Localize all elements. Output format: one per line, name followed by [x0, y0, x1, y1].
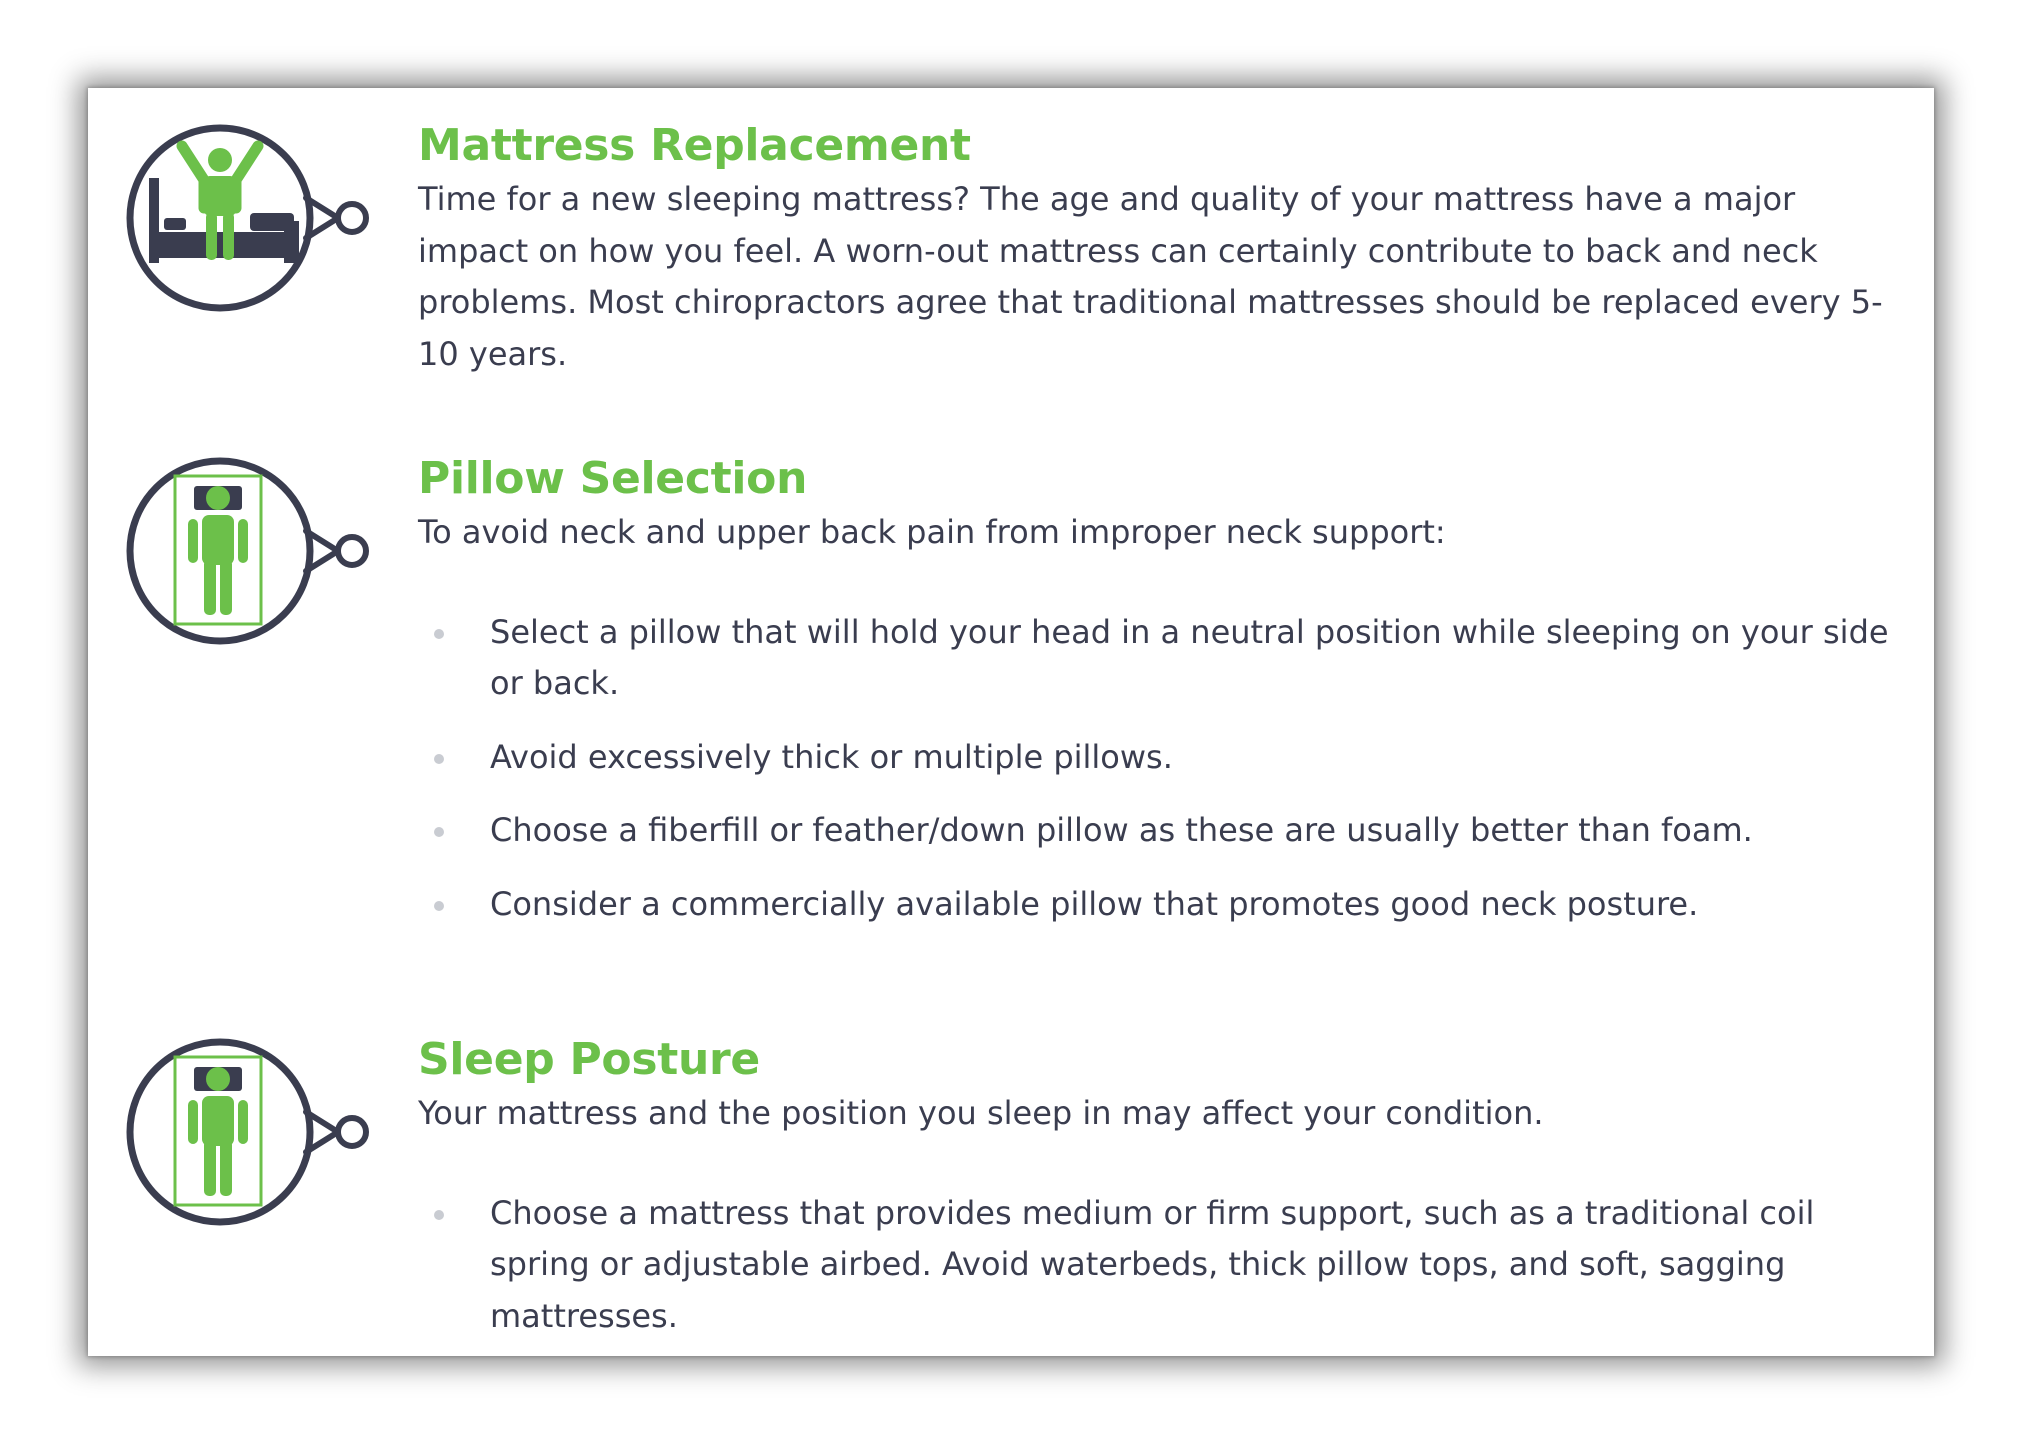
list-item-text: Choose a mattress that provides medium or firm support, such as a traditional coil spring or adjustable airbed. Avoid waterbeds, thick pillow tops, and soft, sagging mattresses.	[490, 1193, 1815, 1335]
person-getting-out-of-bed-icon	[124, 118, 394, 318]
bullet-dot	[434, 1210, 444, 1220]
section-title: Mattress Replacement	[418, 120, 971, 171]
person-lying-on-bed-icon	[124, 1032, 394, 1232]
list-item-text: Choose a fiberfill or feather/down pillow as these are usually better than foam.	[490, 811, 1753, 849]
list-item	[418, 879, 1914, 931]
list-item-text: Select a pillow that will hold your head in a neutral position while sleeping on your side or back.	[490, 612, 1889, 702]
section-body: To avoid neck and upper back pain from improper neck support:	[418, 513, 1446, 551]
bullet-dot	[434, 827, 444, 837]
bullet-dot	[434, 901, 444, 911]
section-body: Your mattress and the position you sleep in may affect your condition.	[418, 1094, 1544, 1132]
bullet-list	[418, 1188, 1914, 1343]
bullet-dot	[434, 754, 444, 764]
list-item	[418, 1188, 1914, 1343]
section-content	[418, 118, 1914, 380]
person-lying-on-bed-icon	[124, 451, 394, 651]
section-title: Pillow Selection	[418, 453, 808, 504]
bullet-dot	[434, 629, 444, 639]
sleep-tips-card	[88, 88, 1934, 1356]
section-content	[418, 451, 1914, 930]
bullet-list	[418, 607, 1914, 931]
list-item	[418, 732, 1914, 784]
list-item-text: Avoid excessively thick or multiple pillows.	[490, 737, 1173, 776]
section-content	[418, 1032, 1914, 1342]
section-title: Sleep Posture	[418, 1034, 760, 1085]
section-body: Time for a new sleeping mattress? The age and quality of your mattress have a major impact on how you feel. A worn-out mattress can certainly contribute to back and neck problems. Most chiropractors agree that traditional mattresses should be replaced every 5-10 years.	[418, 180, 1883, 373]
list-item	[418, 607, 1914, 710]
list-item	[418, 805, 1914, 857]
list-item-text: Consider a commercially available pillow that promotes good neck posture.	[490, 884, 1699, 923]
